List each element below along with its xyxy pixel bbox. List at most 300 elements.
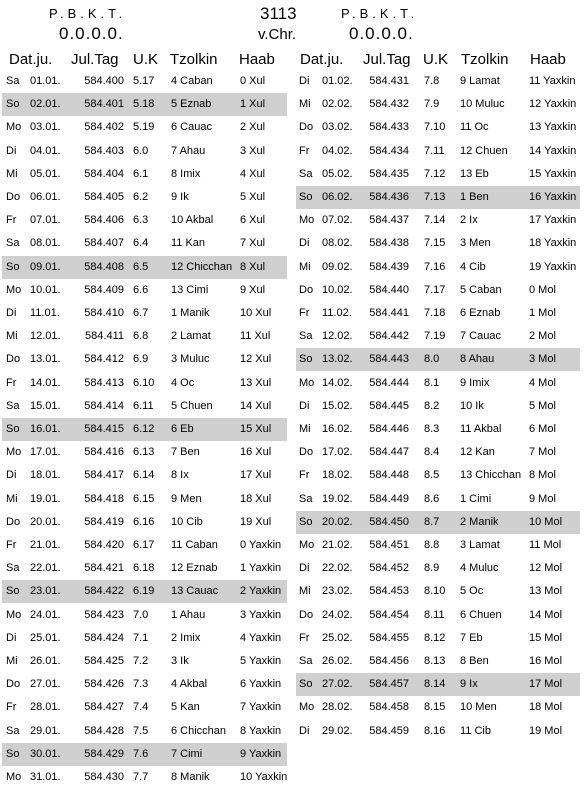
haab-cell: 19 Mol: [529, 724, 563, 737]
table-row: [2, 464, 287, 487]
julian-day-cell: 584.458: [369, 701, 409, 714]
tzolkin-cell: 7 Ahau: [171, 144, 206, 157]
tzolkin-cell: 8 Imix: [171, 167, 201, 180]
table-row: [296, 720, 580, 743]
date-cell: 05.02.: [322, 167, 353, 180]
date-cell: 26.02.: [322, 655, 353, 667]
table-row: [2, 534, 287, 557]
julian-day-cell: 584.416: [84, 446, 124, 459]
uk-cell: 7.13: [424, 191, 446, 203]
haab-cell: 15 Xul: [240, 423, 272, 435]
tzolkin-cell: 13 Eb: [460, 167, 489, 180]
weekday-cell: Fr: [6, 701, 17, 714]
uk-cell: 8.2: [424, 399, 440, 412]
uk-cell: 6.6: [133, 283, 149, 296]
uk-cell: 6.3: [133, 214, 149, 227]
table-row: [296, 511, 580, 534]
date-cell: 15.02.: [322, 399, 353, 412]
julian-day-cell: 584.456: [369, 655, 409, 667]
weekday-cell: Mi: [6, 655, 18, 667]
julian-day-cell: 584.432: [369, 98, 409, 111]
date-cell: 15.01.: [30, 399, 61, 412]
julian-day-cell: 584.424: [84, 631, 124, 644]
table-row: [296, 696, 580, 719]
weekday-cell: So: [299, 191, 313, 203]
haab-cell: 3 Mol: [529, 353, 556, 366]
table-row: [2, 256, 287, 279]
julian-day-cell: 584.455: [369, 631, 409, 644]
uk-cell: 8.1: [424, 376, 440, 389]
haab-cell: 2 Mol: [529, 330, 556, 343]
tzolkin-cell: 6 Eznab: [460, 307, 501, 319]
table-row: [296, 186, 580, 209]
date-cell: 26.01.: [30, 655, 61, 667]
haab-cell: 18 Xul: [240, 492, 272, 505]
haab-cell: 9 Mol: [529, 492, 556, 505]
uk-cell: 8.9: [424, 562, 440, 575]
julian-day-cell: 584.421: [84, 562, 124, 575]
tzolkin-cell: 4 Oc: [171, 376, 195, 389]
haab-cell: 16 Mol: [529, 655, 563, 667]
uk-cell: 8.4: [424, 446, 440, 459]
julian-day-cell: 584.452: [369, 562, 409, 575]
julian-day-cell: 584.409: [84, 283, 124, 296]
uk-cell: 5.19: [133, 121, 155, 134]
uk-cell: 8.0: [424, 353, 440, 366]
tzolkin-cell: 5 Kan: [171, 701, 200, 714]
tzolkin-cell: 6 Cauac: [171, 121, 212, 134]
date-cell: 27.01.: [30, 678, 61, 691]
table-row: [2, 418, 287, 441]
julian-day-cell: 584.410: [84, 307, 124, 319]
weekday-cell: Do: [299, 283, 314, 296]
haab-cell: 13 Xul: [240, 376, 272, 389]
tzolkin-cell: 6 Chuen: [460, 608, 502, 621]
tzolkin-cell: 3 Lamat: [460, 539, 500, 551]
date-cell: 13.01.: [30, 353, 61, 366]
julian-day-cell: 584.402: [84, 121, 124, 134]
julian-day-cell: 584.446: [369, 423, 409, 435]
date-cell: 27.02.: [322, 678, 353, 691]
weekday-cell: Sa: [299, 492, 313, 505]
haab-cell: 13 Yaxkin: [529, 121, 577, 134]
table-row: [296, 673, 580, 696]
table-row: [2, 279, 287, 302]
uk-cell: 8.13: [424, 655, 446, 667]
tzolkin-cell: 5 Oc: [460, 585, 484, 598]
haab-cell: 8 Yaxkin: [240, 724, 282, 737]
julian-day-cell: 584.406: [84, 214, 124, 227]
right-long-count: 0.0.0.0.: [349, 24, 414, 43]
julian-day-cell: 584.450: [369, 515, 409, 528]
julian-day-cell: 584.459: [369, 724, 409, 737]
weekday-cell: Mo: [299, 214, 315, 227]
col-haab-header: Haab: [530, 51, 566, 68]
tzolkin-cell: 1 Ben: [460, 191, 489, 203]
uk-cell: 8.3: [424, 423, 440, 435]
date-cell: 22.02.: [322, 562, 353, 575]
julian-day-cell: 584.428: [84, 724, 124, 737]
haab-cell: 1 Xul: [240, 98, 266, 111]
julian-day-cell: 584.407: [84, 237, 124, 250]
haab-cell: 11 Yaxkin: [529, 75, 576, 87]
uk-cell: 5.17: [133, 75, 155, 87]
julian-day-cell: 584.404: [84, 167, 124, 180]
haab-cell: 1 Mol: [529, 307, 556, 319]
uk-cell: 5.18: [133, 98, 155, 111]
date-cell: 28.01.: [30, 701, 61, 714]
weekday-cell: Fr: [299, 144, 310, 157]
table-row: [2, 511, 287, 534]
uk-cell: 6.1: [133, 167, 149, 180]
table-row: [296, 650, 580, 673]
weekday-cell: Do: [6, 191, 21, 203]
uk-cell: 7.19: [424, 330, 446, 343]
haab-cell: 11 Mol: [529, 539, 562, 551]
uk-cell: 8.8: [424, 539, 440, 551]
tzolkin-cell: 4 Cib: [460, 260, 486, 273]
date-cell: 30.01.: [30, 747, 61, 760]
table-row: [2, 627, 287, 650]
uk-cell: 8.6: [424, 492, 440, 505]
weekday-cell: Sa: [6, 399, 20, 412]
haab-cell: 14 Yaxkin: [529, 144, 577, 157]
julian-day-cell: 584.425: [84, 655, 124, 667]
table-row: [296, 140, 580, 163]
uk-cell: 7.15: [424, 237, 446, 250]
julian-day-cell: 584.443: [369, 353, 409, 366]
haab-cell: 15 Mol: [529, 631, 563, 644]
weekday-cell: Di: [6, 144, 17, 157]
weekday-cell: Do: [6, 353, 21, 366]
haab-cell: 19 Yaxkin: [529, 260, 577, 273]
uk-cell: 6.19: [133, 585, 155, 598]
date-cell: 23.02.: [322, 585, 353, 598]
tzolkin-cell: 3 Muluc: [171, 353, 210, 366]
date-cell: 12.01.: [30, 330, 61, 343]
col-date-header: Dat.ju.: [300, 51, 344, 68]
haab-cell: 6 Mol: [529, 423, 556, 435]
haab-cell: 17 Yaxkin: [529, 214, 577, 227]
weekday-cell: So: [6, 260, 20, 273]
uk-cell: 6.13: [133, 446, 155, 459]
julian-day-cell: 584.438: [369, 237, 409, 250]
weekday-cell: Mo: [6, 283, 22, 296]
date-cell: 17.01.: [30, 446, 61, 459]
tzolkin-cell: 9 Ik: [171, 191, 189, 203]
haab-cell: 5 Mol: [529, 399, 556, 412]
haab-cell: 15 Yaxkin: [529, 167, 577, 180]
julian-day-cell: 584.412: [84, 353, 124, 366]
haab-cell: 10 Mol: [529, 515, 563, 528]
table-row: [2, 70, 287, 93]
uk-cell: 6.17: [133, 539, 155, 551]
date-cell: 07.01.: [30, 214, 61, 227]
date-cell: 28.02.: [322, 701, 353, 714]
table-row: [296, 557, 580, 580]
date-cell: 21.02.: [322, 539, 353, 551]
uk-cell: 7.4: [133, 701, 149, 714]
table-row: [2, 116, 287, 139]
weekday-cell: Fr: [299, 631, 310, 644]
date-cell: 05.01.: [30, 167, 61, 180]
uk-cell: 8.10: [424, 585, 446, 598]
tzolkin-cell: 11 Kan: [171, 237, 206, 250]
julian-day-cell: 584.414: [84, 399, 124, 412]
table-row: [2, 604, 287, 627]
uk-cell: 7.3: [133, 678, 149, 691]
uk-cell: 7.11: [424, 144, 445, 157]
tzolkin-cell: 8 Ahau: [460, 353, 495, 366]
weekday-cell: Mo: [299, 376, 315, 389]
haab-cell: 2 Xul: [240, 121, 266, 134]
julian-day-cell: 584.444: [369, 376, 409, 389]
left-pbkt-label: P.B.K.T.: [49, 6, 127, 21]
date-cell: 11.02.: [322, 307, 352, 319]
table-row: [296, 116, 580, 139]
uk-cell: 7.2: [133, 655, 149, 667]
table-row: [2, 650, 287, 673]
julian-day-cell: 584.413: [84, 376, 124, 389]
tzolkin-cell: 13 Cauac: [171, 585, 219, 598]
table-row: [2, 140, 287, 163]
weekday-cell: So: [6, 585, 20, 598]
era-label: v.Chr.: [258, 26, 297, 43]
table-row: [2, 302, 287, 325]
table-row: [296, 534, 580, 557]
date-cell: 06.01.: [30, 191, 61, 203]
weekday-cell: Do: [299, 608, 314, 621]
julian-day-cell: 584.441: [369, 307, 409, 319]
uk-cell: 6.5: [133, 260, 149, 273]
weekday-cell: Fr: [6, 214, 17, 227]
weekday-cell: Mi: [299, 423, 311, 435]
date-cell: 03.01.: [30, 121, 61, 134]
julian-day-cell: 584.433: [369, 121, 409, 134]
table-row: [296, 302, 580, 325]
haab-cell: 5 Xul: [240, 191, 266, 203]
uk-cell: 7.1: [133, 631, 149, 644]
left-column-headers: [0, 50, 290, 70]
tzolkin-cell: 9 Lamat: [460, 75, 500, 87]
haab-cell: 4 Mol: [529, 376, 556, 389]
haab-cell: 12 Mol: [529, 562, 563, 575]
date-cell: 20.01.: [30, 515, 61, 528]
date-cell: 12.02.: [322, 330, 353, 343]
julian-day-cell: 584.403: [84, 144, 124, 157]
uk-cell: 7.9: [424, 98, 440, 111]
weekday-cell: Mi: [299, 585, 311, 598]
julian-day-cell: 584.408: [84, 260, 124, 273]
date-cell: 04.02.: [322, 144, 353, 157]
table-row: [2, 696, 287, 719]
haab-cell: 10 Yaxkin: [240, 771, 288, 783]
weekday-cell: Sa: [6, 562, 20, 575]
haab-cell: 3 Yaxkin: [240, 608, 282, 621]
julian-day-cell: 584.457: [369, 678, 409, 691]
tzolkin-cell: 7 Ben: [171, 446, 200, 459]
date-cell: 25.02.: [322, 631, 353, 644]
right-pbkt-label: P.B.K.T.: [341, 6, 419, 21]
table-row: [2, 163, 287, 186]
uk-cell: 7.6: [133, 747, 149, 760]
table-row: [296, 418, 580, 441]
table-row: [2, 488, 287, 511]
date-cell: 11.01.: [30, 307, 60, 319]
uk-cell: 6.8: [133, 330, 149, 343]
haab-cell: 14 Xul: [240, 399, 272, 412]
date-cell: 13.02.: [322, 353, 353, 366]
tzolkin-cell: 8 Ben: [460, 655, 489, 667]
uk-cell: 7.14: [424, 214, 446, 227]
date-cell: 01.01.: [30, 75, 61, 87]
date-cell: 18.02.: [322, 469, 353, 482]
tzolkin-cell: 11 Cib: [460, 724, 491, 737]
weekday-cell: Sa: [299, 330, 313, 343]
weekday-cell: Di: [299, 75, 310, 87]
julian-day-cell: 584.430: [84, 771, 124, 783]
julian-day-cell: 584.419: [84, 515, 124, 528]
date-cell: 07.02.: [322, 214, 353, 227]
weekday-cell: Mi: [6, 492, 18, 505]
date-cell: 24.01.: [30, 608, 61, 621]
tzolkin-cell: 2 Imix: [171, 631, 201, 644]
haab-cell: 6 Yaxkin: [240, 678, 282, 691]
uk-cell: 7.5: [133, 724, 149, 737]
table-row: [2, 441, 287, 464]
weekday-cell: Mi: [299, 260, 311, 273]
tzolkin-cell: 5 Chuen: [171, 399, 213, 412]
weekday-cell: Mo: [6, 608, 22, 621]
julian-day-cell: 584.401: [84, 98, 124, 111]
weekday-cell: Do: [299, 446, 314, 459]
weekday-cell: Di: [299, 724, 310, 737]
weekday-cell: Di: [6, 631, 17, 644]
uk-cell: 8.14: [424, 678, 446, 691]
haab-cell: 0 Xul: [240, 75, 266, 87]
haab-cell: 7 Mol: [529, 446, 556, 459]
weekday-cell: So: [6, 747, 20, 760]
table-row: [2, 720, 287, 743]
julian-day-cell: 584.436: [369, 191, 409, 203]
table-row: [2, 209, 287, 232]
haab-cell: 0 Mol: [529, 283, 556, 296]
table-row: [2, 232, 287, 255]
julian-day-cell: 584.422: [84, 585, 124, 598]
col-date-header: Dat.ju.: [9, 51, 53, 68]
table-row: [2, 557, 287, 580]
julian-day-cell: 584.415: [84, 423, 124, 435]
weekday-cell: Do: [6, 678, 21, 691]
weekday-cell: Mo: [299, 701, 315, 714]
weekday-cell: Do: [6, 515, 21, 528]
table-row: [2, 743, 287, 766]
date-cell: 01.02.: [322, 75, 353, 87]
tzolkin-cell: 2 Lamat: [171, 330, 211, 343]
weekday-cell: Fr: [299, 307, 310, 319]
tzolkin-cell: 2 Manik: [460, 515, 499, 528]
haab-cell: 12 Yaxkin: [529, 98, 577, 111]
weekday-cell: Mi: [6, 330, 18, 343]
uk-cell: 6.7: [133, 307, 149, 319]
date-cell: 21.01.: [30, 539, 61, 551]
haab-cell: 4 Yaxkin: [240, 631, 282, 644]
col-tzolkin-header: Tzolkin: [170, 51, 218, 68]
tzolkin-cell: 12 Eznab: [171, 562, 218, 575]
date-cell: 17.02.: [322, 446, 353, 459]
uk-cell: 7.17: [424, 283, 446, 296]
date-cell: 25.01.: [30, 631, 61, 644]
date-cell: 19.02.: [322, 492, 353, 505]
uk-cell: 7.18: [424, 307, 446, 319]
date-cell: 24.02.: [322, 608, 353, 621]
tzolkin-cell: 10 Cib: [171, 515, 203, 528]
date-cell: 09.02.: [322, 260, 353, 273]
weekday-cell: So: [6, 98, 20, 111]
table-row: [2, 673, 287, 696]
table-row: [2, 395, 287, 418]
table-row: [296, 627, 580, 650]
table-row: [2, 186, 287, 209]
julian-day-cell: 584.445: [369, 399, 409, 412]
table-row: [296, 93, 580, 116]
col-uk-header: U.K: [133, 51, 159, 68]
weekday-cell: Di: [6, 469, 17, 482]
haab-cell: 18 Yaxkin: [529, 237, 577, 250]
tzolkin-cell: 1 Ahau: [171, 608, 206, 621]
haab-cell: 11 Xul: [240, 330, 271, 343]
julian-day-cell: 584.400: [84, 75, 124, 87]
tzolkin-cell: 5 Eznab: [171, 98, 212, 111]
tzolkin-cell: 9 Men: [171, 492, 202, 505]
tzolkin-cell: 2 Ix: [460, 214, 478, 227]
tzolkin-cell: 13 Chicchan: [460, 469, 522, 482]
uk-cell: 7.7: [133, 771, 149, 783]
col-jul-header: Jul.Tag: [363, 51, 411, 68]
date-cell: 10.02.: [322, 283, 353, 296]
tzolkin-cell: 12 Kan: [460, 446, 495, 459]
julian-day-cell: 584.437: [369, 214, 409, 227]
table-row: [2, 766, 287, 789]
haab-cell: 10 Xul: [240, 307, 272, 319]
tzolkin-cell: 4 Muluc: [460, 562, 499, 575]
tzolkin-cell: 11 Oc: [460, 121, 489, 134]
date-cell: 29.01.: [30, 724, 61, 737]
date-cell: 09.01.: [30, 260, 61, 273]
date-cell: 31.01.: [30, 771, 61, 783]
tzolkin-cell: 8 Manik: [171, 771, 210, 783]
date-cell: 18.01.: [30, 469, 61, 482]
julian-day-cell: 584.454: [369, 608, 409, 621]
uk-cell: 6.18: [133, 562, 155, 575]
weekday-cell: Di: [299, 237, 310, 250]
tzolkin-cell: 9 Imix: [460, 376, 490, 389]
weekday-cell: Sa: [6, 724, 20, 737]
table-row: [296, 372, 580, 395]
date-cell: 19.01.: [30, 492, 61, 505]
julian-day-cell: 584.442: [369, 330, 409, 343]
table-row: [296, 395, 580, 418]
table-row: [2, 348, 287, 371]
uk-cell: 8.15: [424, 701, 446, 714]
julian-day-cell: 584.447: [369, 446, 409, 459]
tzolkin-cell: 7 Cauac: [460, 330, 501, 343]
year-label: 3113: [260, 4, 297, 23]
weekday-cell: Fr: [299, 469, 310, 482]
weekday-cell: So: [299, 353, 313, 366]
date-cell: 02.01.: [30, 98, 61, 111]
date-cell: 16.02.: [322, 423, 353, 435]
